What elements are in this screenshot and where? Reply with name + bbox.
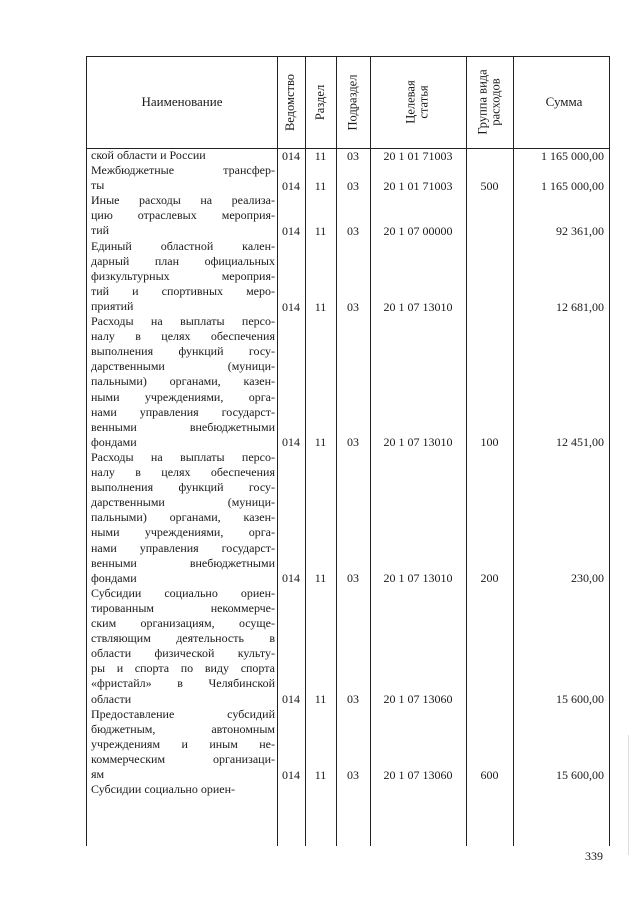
row-gruppa: 200 [480,571,499,586]
row-name-line: ными учреждениями, орга- [91,389,275,404]
col-border-name [277,56,278,846]
row-name-line: Единый областной кален- [91,238,275,253]
row-vedomstvo: 014 [282,767,300,782]
row-name-line: налу в целях обеспечения [91,329,275,344]
header-podrazdel [336,56,370,148]
row-name-line: дарственными (муници- [91,495,275,510]
row-name-line: учреждениям и иным не- [91,736,275,751]
row-name-line: фондами [91,570,137,585]
row-name-line: ским организациям, осуще- [91,616,275,631]
row-summa: 1 165 000,00 [541,178,604,193]
row-name-line: Иные расходы на реализа- [91,193,275,208]
row-vedomstvo: 014 [282,224,300,238]
row-name [91,450,275,586]
header-vedomstvo [277,56,305,148]
col-border-left [86,56,87,846]
row-name-line: дарный план официальных [91,253,275,268]
row-celevaya: 20 1 07 13060 [383,692,453,707]
row-name-line: пальными) органами, казен- [91,374,275,389]
row-name-line: Межбюджетные трансфер- [91,163,275,178]
row-name-line: Расходы на выплаты персо- [91,450,275,464]
header-name [88,56,276,148]
row-celevaya: 20 1 07 13010 [383,571,453,586]
row-summa: 1 165 000,00 [541,148,604,163]
col-border-ved [305,56,306,846]
header-celevaya-label [405,80,431,123]
row-name-line: ты [91,178,105,193]
header-vedomstvo-label: Ведомство [283,73,298,131]
row-summa: 15 600,00 [556,767,604,782]
row-celevaya: 20 1 07 13060 [383,767,453,782]
row-name-line: Предоставление субсидий [91,706,275,721]
margin-scan-line [628,735,629,855]
row-vedomstvo: 014 [282,178,300,193]
header-name-label: Наименование [141,94,223,109]
col-border-gruppa [513,56,514,846]
row-name-line: приятий [91,298,134,313]
row-name-line: области [91,691,132,706]
header-celevaya [370,56,466,148]
row-celevaya: 20 1 07 13010 [383,299,453,314]
row-podrazdel: 03 [347,571,359,586]
row-name-line: выполнения функций госу- [91,344,275,359]
row-name [91,239,275,314]
row-podrazdel: 03 [347,435,359,450]
row-name-line: ными учреждениями, орга- [91,525,275,540]
row-name-line: ям [91,767,105,782]
row-name-line: Расходы на выплаты персо- [91,314,275,329]
row-name-line: венными внебюджетными [91,555,275,570]
row-name-line: тий [91,223,110,238]
row-name-line: ствляющим деятельность в [91,631,275,646]
row-name-line: Субсидии социально ориен- [91,782,235,797]
row-gruppa: 600 [480,767,499,782]
row-name [91,586,275,707]
row-name [91,314,275,450]
row-podrazdel: 03 [347,148,359,163]
row-summa: 92 361,00 [556,224,604,238]
row-razdel: 11 [314,692,327,707]
col-border-celevaya [466,56,467,846]
row-razdel: 11 [314,148,327,163]
row-name-line: Субсидии социально ориен- [91,585,275,600]
header-razdel-label: Раздел [313,84,328,120]
row-name-line: нами управления государст- [91,540,275,555]
col-border-razdel [336,56,337,846]
row-vedomstvo: 014 [282,435,300,450]
row-name-line: «фристайл» в Челябинской [91,676,275,691]
row-summa: 12 451,00 [556,435,604,450]
row-name-line: области физической культу- [91,646,275,661]
row-razdel: 11 [314,571,327,586]
row-summa: 15 600,00 [556,692,604,707]
row-name-line: тий и спортивных меро- [91,283,275,298]
row-name-line: тированным некоммерче- [91,600,275,615]
row-razdel: 11 [314,178,327,193]
header-podrazdel-label: Подраздел [345,74,360,130]
header-gruppa-line1: Группа вида [475,69,490,135]
row-podrazdel: 03 [347,299,359,314]
row-name-line: бюджетным, автономным [91,721,275,736]
row-celevaya: 20 1 01 71003 [383,178,453,193]
row-summa: 12 681,00 [556,299,604,314]
header-summa-label: Сумма [545,94,583,109]
row-razdel: 11 [314,767,327,782]
header-summa [520,56,608,148]
row-podrazdel: 03 [347,692,359,707]
row-razdel: 11 [314,224,327,238]
col-border-right [609,56,610,846]
row-name-line: выполнения функций госу- [91,480,275,495]
row-name-line: цию отраслевых мероприя- [91,208,275,223]
row-name-line: фондами [91,434,137,449]
row-podrazdel: 03 [347,224,359,238]
row-name-line: коммерческим организаци- [91,751,275,766]
row-name-line: налу в целях обеспечения [91,465,275,480]
row-vedomstvo: 014 [282,571,300,586]
row-name-line: ской области и России [91,148,206,162]
row-summa: 230,00 [571,571,604,586]
row-name-line: пальными) органами, казен- [91,510,275,525]
row-podrazdel: 03 [347,178,359,193]
header-celevaya-line2: статья [417,85,431,119]
row-celevaya: 20 1 07 13010 [383,435,453,450]
header-celevaya-line1: Целевая [404,80,418,124]
header-gruppa-label [477,69,503,134]
row-podrazdel: 03 [347,767,359,782]
row-gruppa: 500 [480,178,499,193]
header-razdel [305,56,336,148]
row-name [91,163,275,193]
row-name-line: ры и спорта по виду спорта [91,661,275,676]
row-vedomstvo: 014 [282,299,300,314]
row-razdel: 11 [314,299,327,314]
row-name [91,193,275,238]
row-name-line: физкультурных мероприя- [91,268,275,283]
row-name-line: дарственными (муници- [91,359,275,374]
row-celevaya: 20 1 01 71003 [383,148,453,163]
col-border-podrazdel [370,56,371,846]
row-name [91,782,275,797]
row-razdel: 11 [314,435,327,450]
header-gruppa-line2: расходов [488,78,503,126]
page-number: 339 [585,849,603,863]
row-gruppa: 100 [480,435,499,450]
row-vedomstvo: 014 [282,692,300,707]
header-gruppa [466,56,513,148]
row-name-line: нами управления государст- [91,404,275,419]
row-name [91,707,275,782]
row-name [91,148,275,163]
row-celevaya: 20 1 07 00000 [383,224,453,238]
row-name-line: венными внебюджетными [91,419,275,434]
row-vedomstvo: 014 [282,148,300,163]
